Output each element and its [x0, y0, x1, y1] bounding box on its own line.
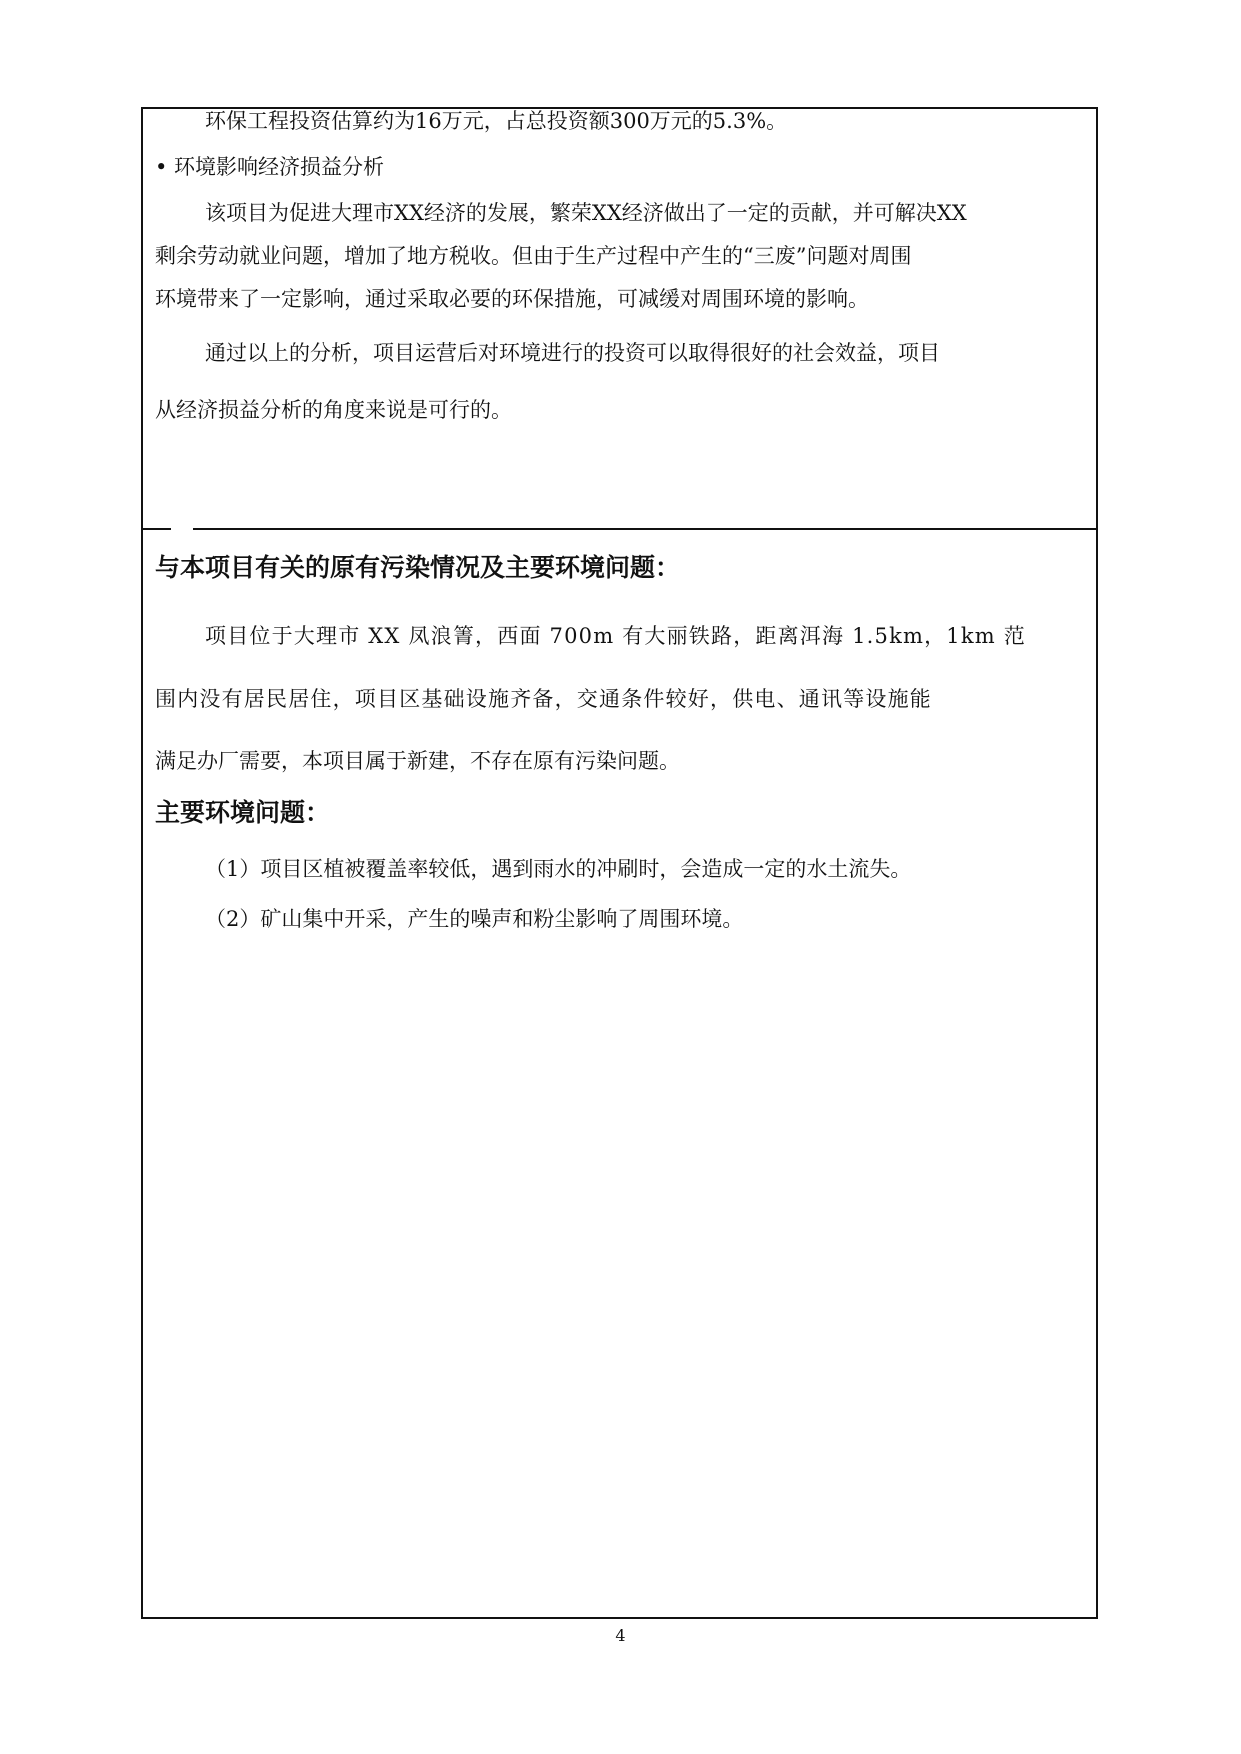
- investment-estimate-text: 环保工程投资估算约为16万元，占总投资额300万元的5.3%。: [205, 109, 788, 133]
- list-item: （2）矿山集中开采，产生的噪声和粉尘影响了周围环境。: [205, 907, 744, 931]
- section-heading-existing-pollution: 与本项目有关的原有污染情况及主要环境问题：: [155, 553, 681, 582]
- list-item: （1）项目区植被覆盖率较低，遇到雨水的冲刷时，会造成一定的水土流失。: [205, 857, 912, 881]
- paragraph-line: 剩余劳动就业问题，增加了地方税收。但由于生产过程中产生的“三废”问题对周围: [155, 244, 912, 268]
- paragraph-line: 该项目为促进大理市XX经济的发展，繁荣XX经济做出了一定的贡献，并可解决XX: [205, 201, 967, 225]
- bullet-heading-economic-analysis: • 环境影响经济损益分析: [155, 155, 385, 179]
- subheading-main-environmental-issues: 主要环境问题：: [155, 798, 331, 827]
- paragraph-line: 满足办厂需要，本项目属于新建，不存在原有污染问题。: [155, 749, 680, 773]
- paragraph-line: 从经济损益分析的角度来说是可行的。: [155, 398, 512, 422]
- paragraph-line: 围内没有居民居住，项目区基础设施齐备，交通条件较好，供电、通讯等设施能: [155, 687, 932, 711]
- page-number: 4: [615, 1626, 626, 1645]
- document-frame: [141, 107, 1098, 1619]
- paragraph-line: 环境带来了一定影响，通过采取必要的环保措施，可减缓对周围环境的影响。: [155, 287, 869, 311]
- section-divider: [141, 528, 1098, 530]
- paragraph-line: 通过以上的分析，项目运营后对环境进行的投资可以取得很好的社会效益，项目: [205, 341, 940, 365]
- paragraph-line: 项目位于大理市 XX 凤浪箐，西面 700m 有大丽铁路，距离洱海 1.5km，1km 范: [205, 624, 1026, 648]
